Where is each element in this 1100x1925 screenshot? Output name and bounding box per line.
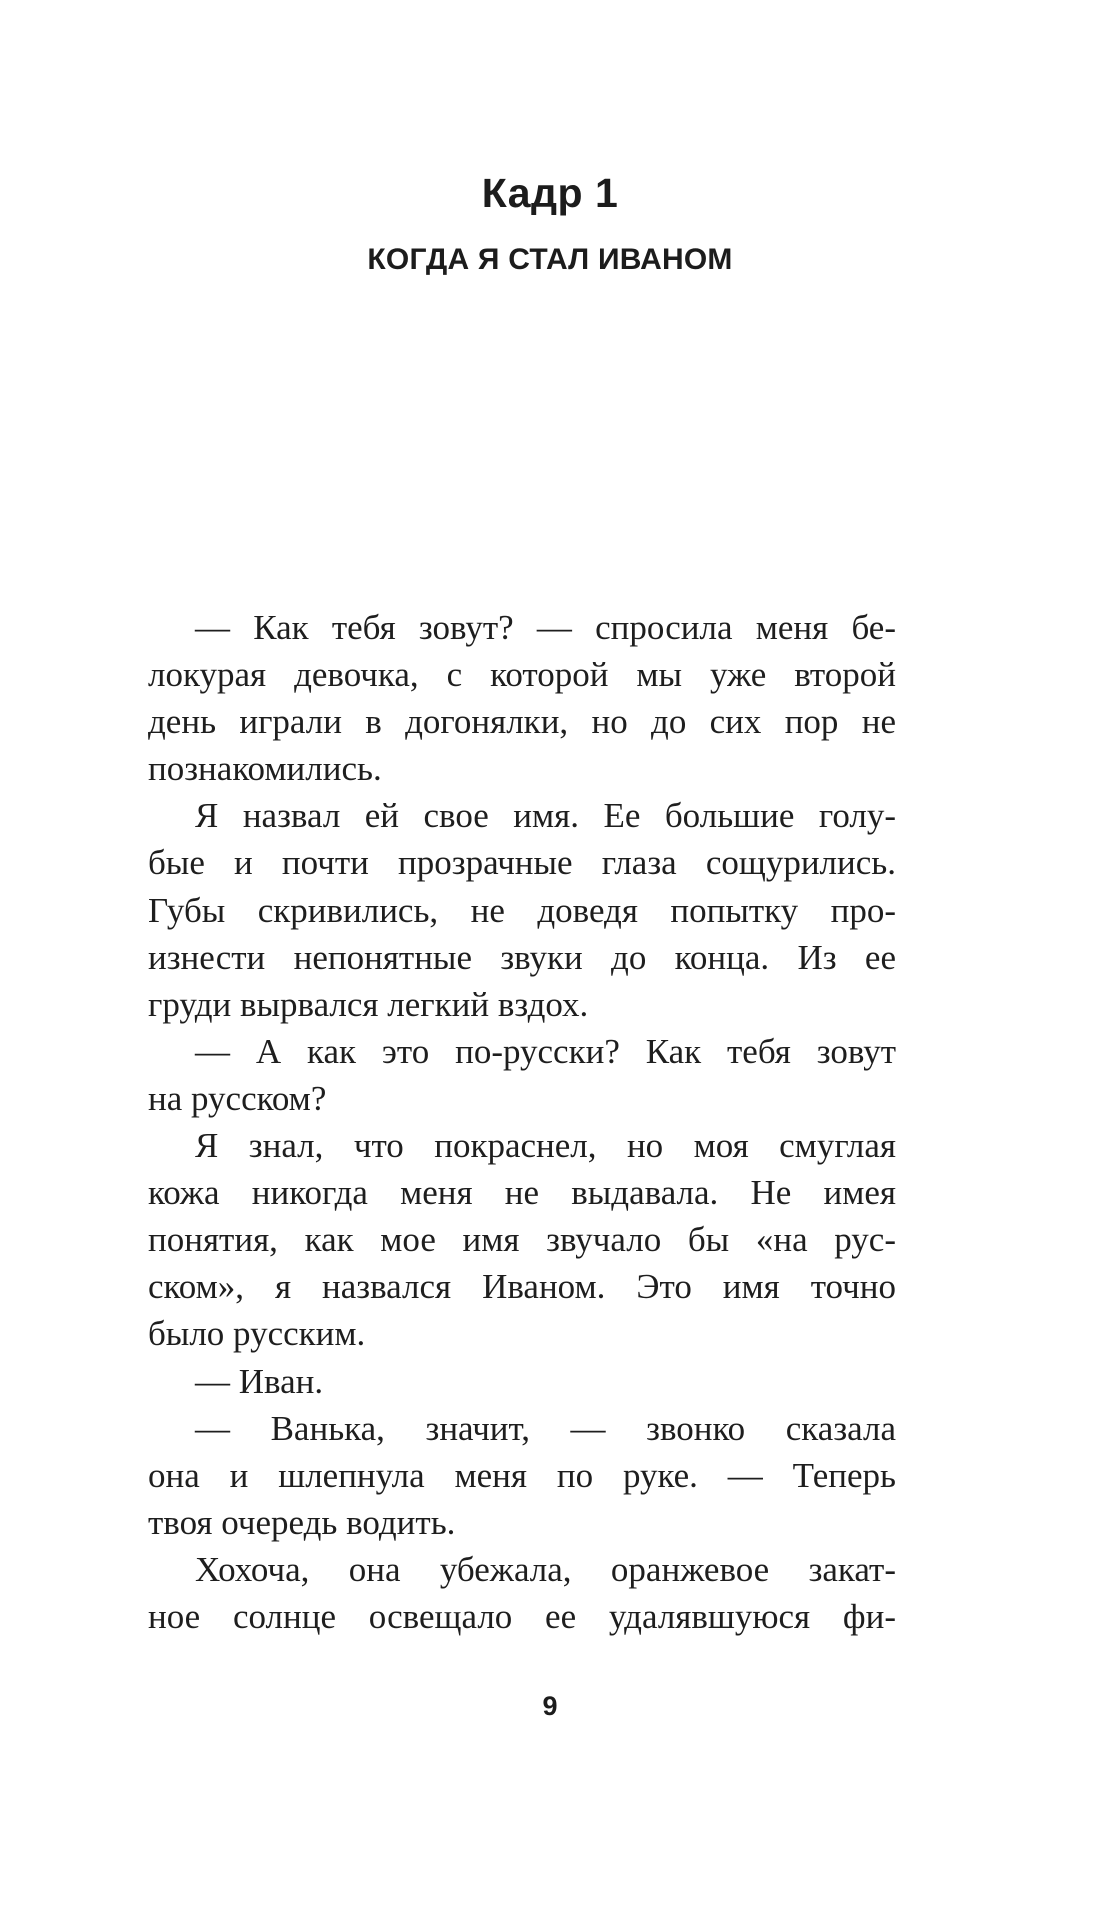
text-line: ное солнце освещало ее удалявшуюся фи- <box>148 1596 896 1636</box>
text-line: ском», я назвался Иваном. Это имя точно <box>148 1267 896 1307</box>
text-line: на русском? <box>148 1078 327 1118</box>
text-line: Хохоча, она убежала, оранжевое закат- <box>195 1549 896 1589</box>
chapter-title: КОГДА Я СТАЛ ИВАНОМ <box>367 243 733 276</box>
text-line: было русским. <box>148 1314 366 1354</box>
chapter-number: Кадр 1 <box>481 170 619 216</box>
text-line: день играли в догонялки, но до сих пор не <box>148 702 896 742</box>
page-number: 9 <box>542 1691 558 1721</box>
text-line: Губы скривились, не доведя попытку про- <box>148 890 896 930</box>
text-line: кожа никогда меня не выдавала. Не имея <box>148 1173 896 1213</box>
text-line: локурая девочка, с которой мы уже второй <box>148 655 896 695</box>
text-line: груди вырвался легкий вздох. <box>148 984 589 1024</box>
text-line: Я назвал ей свое имя. Ее большие голу- <box>195 796 896 836</box>
text-line: — Иван. <box>195 1361 324 1401</box>
text-line: бые и почти прозрачные глаза сощурились. <box>148 843 896 883</box>
text-line: твоя очередь водить. <box>148 1502 456 1542</box>
text-line: — А как это по-русски? Как тебя зовут <box>195 1031 896 1071</box>
text-line: — Как тебя зовут? — спросила меня бе- <box>195 608 896 647</box>
text-line: понятия, как мое имя звучало бы «на рус- <box>148 1220 896 1260</box>
text-line: — Ванька, значит, — звонко сказала <box>195 1408 896 1448</box>
text-line: познакомились. <box>148 749 382 789</box>
body-text <box>148 604 896 1640</box>
text-line: изнести непонятные звуки до конца. Из ее <box>148 937 896 977</box>
text-line: Я знал, что покраснел, но моя смуглая <box>195 1126 896 1166</box>
text-line: она и шлепнула меня по руке. — Теперь <box>148 1455 896 1495</box>
